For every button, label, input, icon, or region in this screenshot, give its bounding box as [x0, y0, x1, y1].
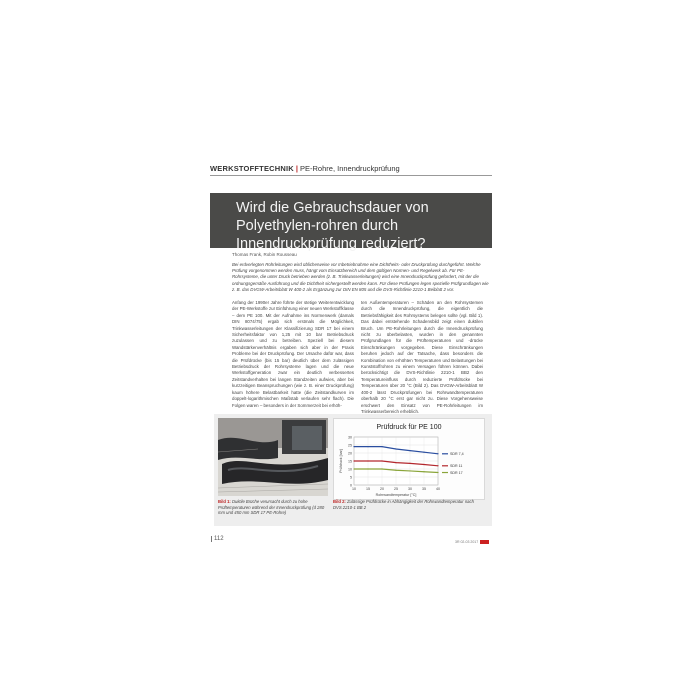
legend-label: SDR 7,4	[450, 452, 464, 457]
y-tick-label: 25	[348, 443, 352, 448]
data-point	[381, 468, 382, 469]
data-point	[437, 453, 438, 454]
page-footer	[455, 540, 489, 544]
figure-2-chart	[333, 418, 485, 500]
data-point	[367, 460, 368, 461]
x-axis-label: Rohrwandtemperatur [°C]	[375, 493, 417, 497]
data-point	[395, 470, 396, 471]
chart-title: Prüfdruck für PE 100	[376, 424, 442, 431]
data-point	[353, 460, 354, 461]
y-tick-label: 15	[348, 459, 352, 464]
data-point	[367, 468, 368, 469]
data-point	[437, 465, 438, 466]
data-point	[395, 462, 396, 463]
y-tick-label: 10	[348, 467, 352, 472]
y-tick-label: 0	[350, 483, 352, 488]
data-point	[423, 464, 424, 465]
y-tick-label: 5	[350, 475, 352, 480]
data-point	[409, 463, 410, 464]
x-tick-label: 40	[436, 487, 440, 491]
footer-text: 3R 02-03 2017	[455, 540, 479, 544]
figure-1-photo	[218, 418, 328, 496]
figure-1-label: Bild 1:	[218, 499, 231, 504]
legend-label: SDR 11	[450, 464, 463, 469]
section-separator: |	[295, 164, 299, 173]
x-tick-label: 20	[380, 487, 384, 491]
line-chart	[334, 419, 484, 499]
figure-1-caption-text: Duktile Brüche verursacht durch zu hohe Prüftemperaturen während der Innendruckprüfung (d 280 mm und 450 mm SDR 17 PE-Rohre)	[218, 499, 325, 516]
data-point	[381, 460, 382, 461]
article-lead: Bei erdverlegten Rohrleitungen wird üblicherweise vor Inbetriebnahme eine Dichtheits- oder Druckprüfung durchgeführt. Welche Prüfung vorgenommen werden muss, hängt vom Einsatzbereich und dem gültigen Normen- und Regelwerk ab. Für PE-Rohrsysteme, die unter Druck betrieben werden (z. B. Trinkwasserleitungen) wird eine Innendruckprüfung gefordert, mit der die ordnungsgemäße Ausführung und die Dichtheit sichergestellt werden kann. Für diese Prüfungen legen spezielle Prüfgrundlagen wie z. B. das DVGW-Arbeitsblatt W 400-2 als Ergänzung zur DIN EN 805 und die DVS-Richtlinie 2210-1 Beiblatt 2 vor.	[232, 262, 489, 292]
x-tick-label: 10	[352, 487, 356, 491]
data-point	[353, 446, 354, 447]
data-point	[409, 470, 410, 471]
page-number: 112	[211, 536, 224, 542]
y-axis-label: Prüfdruck [bar]	[339, 449, 343, 473]
data-point	[353, 468, 354, 469]
section-tag	[210, 164, 400, 173]
figure-2-caption	[333, 499, 483, 510]
y-tick-label: 20	[348, 451, 352, 456]
x-tick-label: 30	[408, 487, 412, 491]
data-point	[381, 446, 382, 447]
legend-label: SDR 17	[450, 470, 463, 475]
x-tick-label: 25	[394, 487, 398, 491]
data-point	[423, 471, 424, 472]
section-category: WERKSTOFFTECHNIK	[210, 164, 294, 173]
photo-illustration	[218, 418, 328, 496]
data-point	[409, 450, 410, 451]
figure-1-caption	[218, 499, 326, 516]
data-point	[395, 448, 396, 449]
data-point	[367, 446, 368, 447]
x-tick-label: 15	[366, 487, 370, 491]
article-title: Wird die Gebrauchsdauer von Polyethylen-rohren durch Innendruckprüfung reduziert?	[236, 200, 429, 252]
data-point	[423, 452, 424, 453]
x-tick-label: 35	[422, 487, 426, 491]
body-column-2: ten Außentemperaturen – Schäden an den Rohrsystemen durch die Innendruckprüfung, die eigentlich die Betriebsfähigkeit des Rohrsystems belegen sollte (vgl. Bild 1). Das dabei entstehende Schadensbild zeigt einen duktilen Bruch. Um PE-Rohrleitungen durch die Innendruckprüfung nicht zu überbelasten, wurden in den genannten Prüfgrundlagen für die Prüftemperaturen und -drücke Einschränkungen vorgegeben. Diese Einschränkungen beruhen jedoch auf der Tatsache, dass besonders die Kombination von erhöhten Temperaturen und Belastungen bei Kunststoffrohren zu einem Versagen führen können. Dabei berücksichtigt die DVS-Richtlinie 2210-1 BB2 den Temperatureinfluss durch reduzierte Prüfdrücke bei Temperaturen über 20 °C (Bild 2). Das DVGW-Arbeitsblatt W 400-2 lässt Druckprüfungen bei Rohrwandtemperaturen oberhalb 20 °C erst gar nicht zu. Diese Vorgehensweise erschwert den Einsatz von PE-Rohrleitungen im Trinkwasserbereich erheblich.	[361, 300, 483, 414]
title-banner	[210, 193, 492, 252]
data-point	[437, 472, 438, 473]
figure-2-label: Bild 2:	[333, 499, 346, 504]
figure-2-caption-text: Zulässige Prüfdrücke in Abhängigkeit der Rohrwandtemperatur nach DVS 2210-1 BB 2	[333, 499, 474, 510]
article-authors: Thomas Frank, Robin Rousseau	[232, 252, 297, 257]
publisher-logo	[480, 540, 489, 544]
body-column-1: Anfang der 1990er Jahre führte der stetige Weiterentwicklung der PE-Werkstoffe zur Einführung einer neuen Werkstoffklasse – dem PE 100. Mit der Aufnahme ins Normenwerk (damals DIN 8074/75) ergab sich erstmals die Möglichkeit, Trinkwasserleitungen der Klassifizierung SDR 17 bei einem Sicherheitsfaktor von 1,25 mit 10 bar Betriebsdruck zuzulassen und zu betreiben. Speziell bei diesem Wandstärkenverhältnis ergaben sich aber in der Praxis Probleme bei der Druckprüfung. Der Ursache dafür war, dass die Prüfdrücke (bis 15 bar) deutlich über dem zulässigen Betriebsdruck der Rohrsysteme lagen und die neue Werkstoffgeneration zwar ein deutlich verbessertes Zeitstandverhalten bei langen Standzeiten aufwies, aber bei kurzzeitigen Beanspruchungen (wie z. B. einer Druckprüfung) kaum höhere Belastbarkeit hatte (die Zeitstandkurven im doppelt-logarithmischen Maßstab verlaufen sehr flach). Die Folgen waren – besonders in der Sommerzeit bei erhöh-	[232, 300, 354, 408]
y-tick-label: 30	[348, 435, 352, 440]
header-rule	[210, 175, 492, 176]
section-topic: PE-Rohre, Innendruckprüfung	[300, 164, 400, 173]
